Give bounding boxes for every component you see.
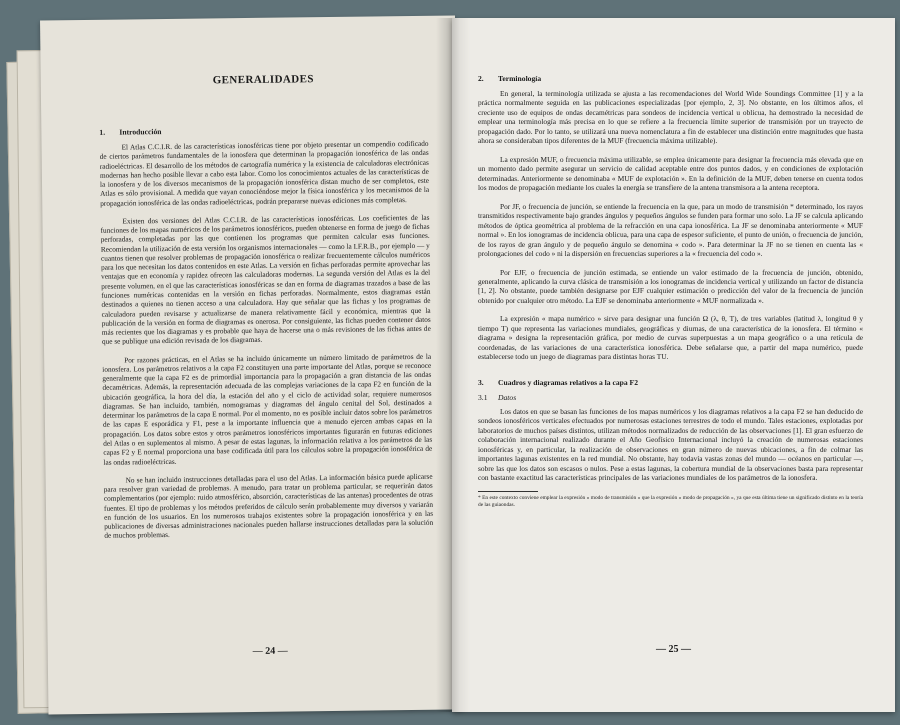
footnote: * En este contexto conviene emplear la expresión « modo de transmisión » que la expresión « modo de propagación », ya que esta última tiene un significado distinto en la teoría de las guiaondas. xyxy=(478,495,863,509)
book-gutter-shadow xyxy=(436,18,470,712)
left-page-text xyxy=(99,72,434,550)
section-title: Cuadros y diagramas relativos a la capa F2 xyxy=(498,377,638,387)
paragraph: Por JF, o frecuencia de junción, se entiende la frecuencia en la que, para un modo de transmisión * determinado, los rayos transmitidos respectivamente bajo grandes ángulos y pequeños ángulos se funden para formar uno solo. La JF se calcula aplicando métodos de óptica geométrica al problema de la refracción en una capa ionosférica. La JF se denominaba anteriormente « MUF normal ». En los ionogramas de incidencia oblicua, para una capa de espesor suficiente, el punto de unión, o frecuencia de junción, de los rayos de gran ángulo y de pequeño ángulo se denomina « codo ». Para determinar la JF no se tienen en cuenta las « prolongaciones del codo » ni la dispersión en frecuencias superiores a la « frecuencia del codo ». xyxy=(478,201,864,259)
footnote-rule xyxy=(478,491,538,492)
paragraph: En general, la terminología utilizada se ajusta a las recomendaciones del World Wide Soundings Committee [1] y a la práctica normalmente seguida en las publicaciones especializadas [por ejemplo, 2, 3]. No obstante, en los últimos años, el creciente uso de equipos de ondas decamétricas para sondeos de incidencia vertical u oblicua, ha demostrado la necesidad de emplear una terminología más precisa en lo que se refiere a la frecuencia límite superior de transmisión por un trayecto de propagación dado. Por lo tanto, se utilizará una nueva nomenclatura a fin de establecer una distinción entre magnitudes que hasta ahora se consideraban tipos diferentes de la MUF (frecuencia máxima utilizable). xyxy=(478,89,863,146)
chapter-title: GENERALIDADES xyxy=(212,73,314,87)
section-title: Introducción xyxy=(119,127,162,137)
section-number: 1. xyxy=(99,127,106,137)
subsection-number: 3.1 xyxy=(478,392,488,402)
paragraph: Por razones prácticas, en el Atlas se ha incluido únicamente un número limitado de parámetros de la ionosfera. Los parámetros relativos a la capa F2 constituyen una parte importante del Atlas, porque se reconoce generalmente que la capa F2 es de primordial importancia para la propagación a gran distancia de las ondas decamétricas. Además, la representación adecuada de las complejas variaciones de la capa F2 en función de la ubicación geográfica, la hora del día, la estación del año y el ciclo de actividad solar, requiere numerosos diagramas. Se han incluido, también, nomogramas y diagramas del ángulo cenital del Sol, destinados a determinar los parámetros de la capa E normal. Por el momento, no es posible incluir datos sobre los parámetros de las capas E esporádica y F1, pese a la importante influencia que a menudo ejercen ambas capas en la propagación. Los datos sobre estos y otros parámetros ionosféricos importantes figurarán en futuras ediciones del Atlas o en suplementos al mismo. A pesar de estas lagunas, la información relativa a los parámetros de las capas F2 y E normal proporciona una base codificada útil para los cálculos sobre la propagación ionosférica de las ondas radioeléctricas. xyxy=(102,351,433,467)
section-number: 3. xyxy=(478,377,484,387)
right-page xyxy=(452,18,895,712)
paragraph: El Atlas C.C.I.R. de las características ionosféricas tiene por objeto presentar un compendio codificado de ciertos parámetros fundamentales de la ionosfera que determinan la propagación ionosférica de las ondas radioeléctricas. El desarrollo de los métodos de cartografía numérica y la existencia de calculadoras electrónicas modernas han hecho posible llevar a cabo esta labor. Como los conocimientos actuales de las características de la ionosfera y de los diversos mecanismos de la propagación ionosférica distan mucho de ser completos, este Atlas es sólo provisional. A medida que vayan conociéndose mejor la física ionosférica y los mecanismos de la propagación ionosférica de las ondas radioeléctricas, podrán prepararse nuevas ediciones más completas. xyxy=(99,138,430,208)
section-heading-2 xyxy=(478,74,863,83)
section-number: 2. xyxy=(478,74,484,83)
paragraph: Existen dos versiones del Atlas C.C.I.R. de las características ionosféricas. Los coeficientes de las funciones de los mapas numéricos de los parámetros ionosféricos, pueden obtenerse en forma de juego de fichas perforadas, completadas por las que contienen los programas que permiten calcular esas funciones. Recomiendan la utilización de esta versión los organismos internacionales — como la I.F.R.B., por ejemplo — y cuantos tienen que resolver problemas de propagación ionosférica o realizar frecuentemente cálculos numéricos para los que necesitan los datos contenidos en este Atlas. La versión en fichas perforadas permite aprovechar las ventajas que en economía y rapidez ofrecen las calculadoras modernas. La segunda versión del Atlas es la del presente volumen, en el que las características ionosféricas se dan en forma de diagramas trazados a base de las funciones numéricas contenidas en la versión en fichas perforadas. Normalmente, estos diagramas están destinados a quienes no tienen acceso a una calculadora. Hay que señalar que las fichas y los programas de calculadora pueden revisarse y actualizarse de manera relativamente fácil y económica, mientras que la publicación de la versión en forma de diagramas es onerosa. Por consiguiente, las fichas pueden contener datos más recientes que los diagramas y es probable que haya de hacerse una o más revisiones de las fichas antes de que se publique una edición revisada de los diagramas. xyxy=(100,212,431,347)
page-number: — 24 — xyxy=(252,645,288,657)
section-heading-3 xyxy=(478,378,863,387)
paragraph: No se han incluido instrucciones detalladas para el uso del Atlas. La información básica puede aplicarse para resolver gran variedad de problemas. A menudo, para tratar un problema particular, se requerirán datos complementarios (por ejemplo: ruido atmosférico, absorción, características de las antenas) procedentes de otras fuentes. El tipo de problemas y los métodos preferidos de cálculo serán probablemente muy diversos y variarán en función de los usuarios. En los numerosos trabajos existentes sobre la propagación ionosférica y en las publicaciones de diversas administraciones nacionales pueden hallarse instrucciones detalladas para la solución de muchos problemas. xyxy=(103,471,434,541)
subsection-title: Datos xyxy=(498,392,517,402)
right-page-text xyxy=(478,74,863,510)
page-number: — 25 — xyxy=(656,644,691,655)
paragraph: La expresión MUF, o frecuencia máxima utilizable, se emplea únicamente para designar la frecuencia más elevada que en un momento dado permite asegurar un servicio de calidad aceptable entre dos puntos dados, y en condiciones de explotación determinadas. Anteriormente se denominaba « MUF de explotación ». En la definición de la MUF, deben tenerse en cuenta todos los modos de propagación mediante los cuales la energía se transfiere de la antena transmisora a la antena receptora. xyxy=(478,154,863,193)
paragraph: La expresión « mapa numérico » sirve para designar una función Ω (λ, θ, T), de tres variables (latitud λ, longitud θ y tiempo T) que representa las variaciones mundiales, geográficas y diurnas, de una característica de la ionosfera. El término « diagrama » designa la representación gráfica, por medio de curvas superpuestas a un mapa geográfico o a una retícula de coordenadas, de las variaciones de una característica ionosférica. Debe señalarse que, a partir del mapa numérico, puede establecerse todo un juego de diagramas para distintas horas TU. xyxy=(478,314,863,362)
subsection-heading-3-1 xyxy=(478,393,863,402)
paragraph: Por EJF, o frecuencia de junción estimada, se entiende un valor estimado de la frecuencia de junción, obtenido, generalmente, aplicando la curva clásica de transmisión a los ionogramas de incidencia vertical y utilizando un factor de distancia [1, 2]. No obstante, puede también designarse por EJF cualquier estimación o predicción del valor de la frecuencia de junción obtenido por cualquier otro método. La EJF se denominaba anteriormente « MUF normalizada ». xyxy=(478,267,863,305)
left-page xyxy=(40,15,463,714)
paragraph: Los datos en que se basan las funciones de los mapas numéricos y los diagramas relativos a la capa F2 se han deducido de sondeos ionosféricos verticales efectuados por numerosas estaciones terrestres de todo el mundo. Tales estaciones, explotadas por laboratorios de muchos países distintos, utilizan métodos normalizados de reducción de las observaciones [1]. El gran esfuerzo de colaboración internacional realizado durante el Año Geofísico Internacional incluyó la creación de numerosas estaciones ionosféricas y, en particular, la realización de observaciones en gran número de nuevas ubicaciones, a fin de colmar las importantes lagunas existentes en la red mundial. No obstante, hay todavía vastas zonas del mundo — océanos en particular —, sobre las que los datos son escasos o nulos. Pese a estas lagunas, la cobertura mundial de la observaciones basta para representar con bastante exactitud las características principales de las variaciones mundiales de los parámetros de la ionosfera. xyxy=(478,406,863,482)
section-heading-1 xyxy=(99,124,428,137)
section-title: Terminología xyxy=(498,74,542,83)
